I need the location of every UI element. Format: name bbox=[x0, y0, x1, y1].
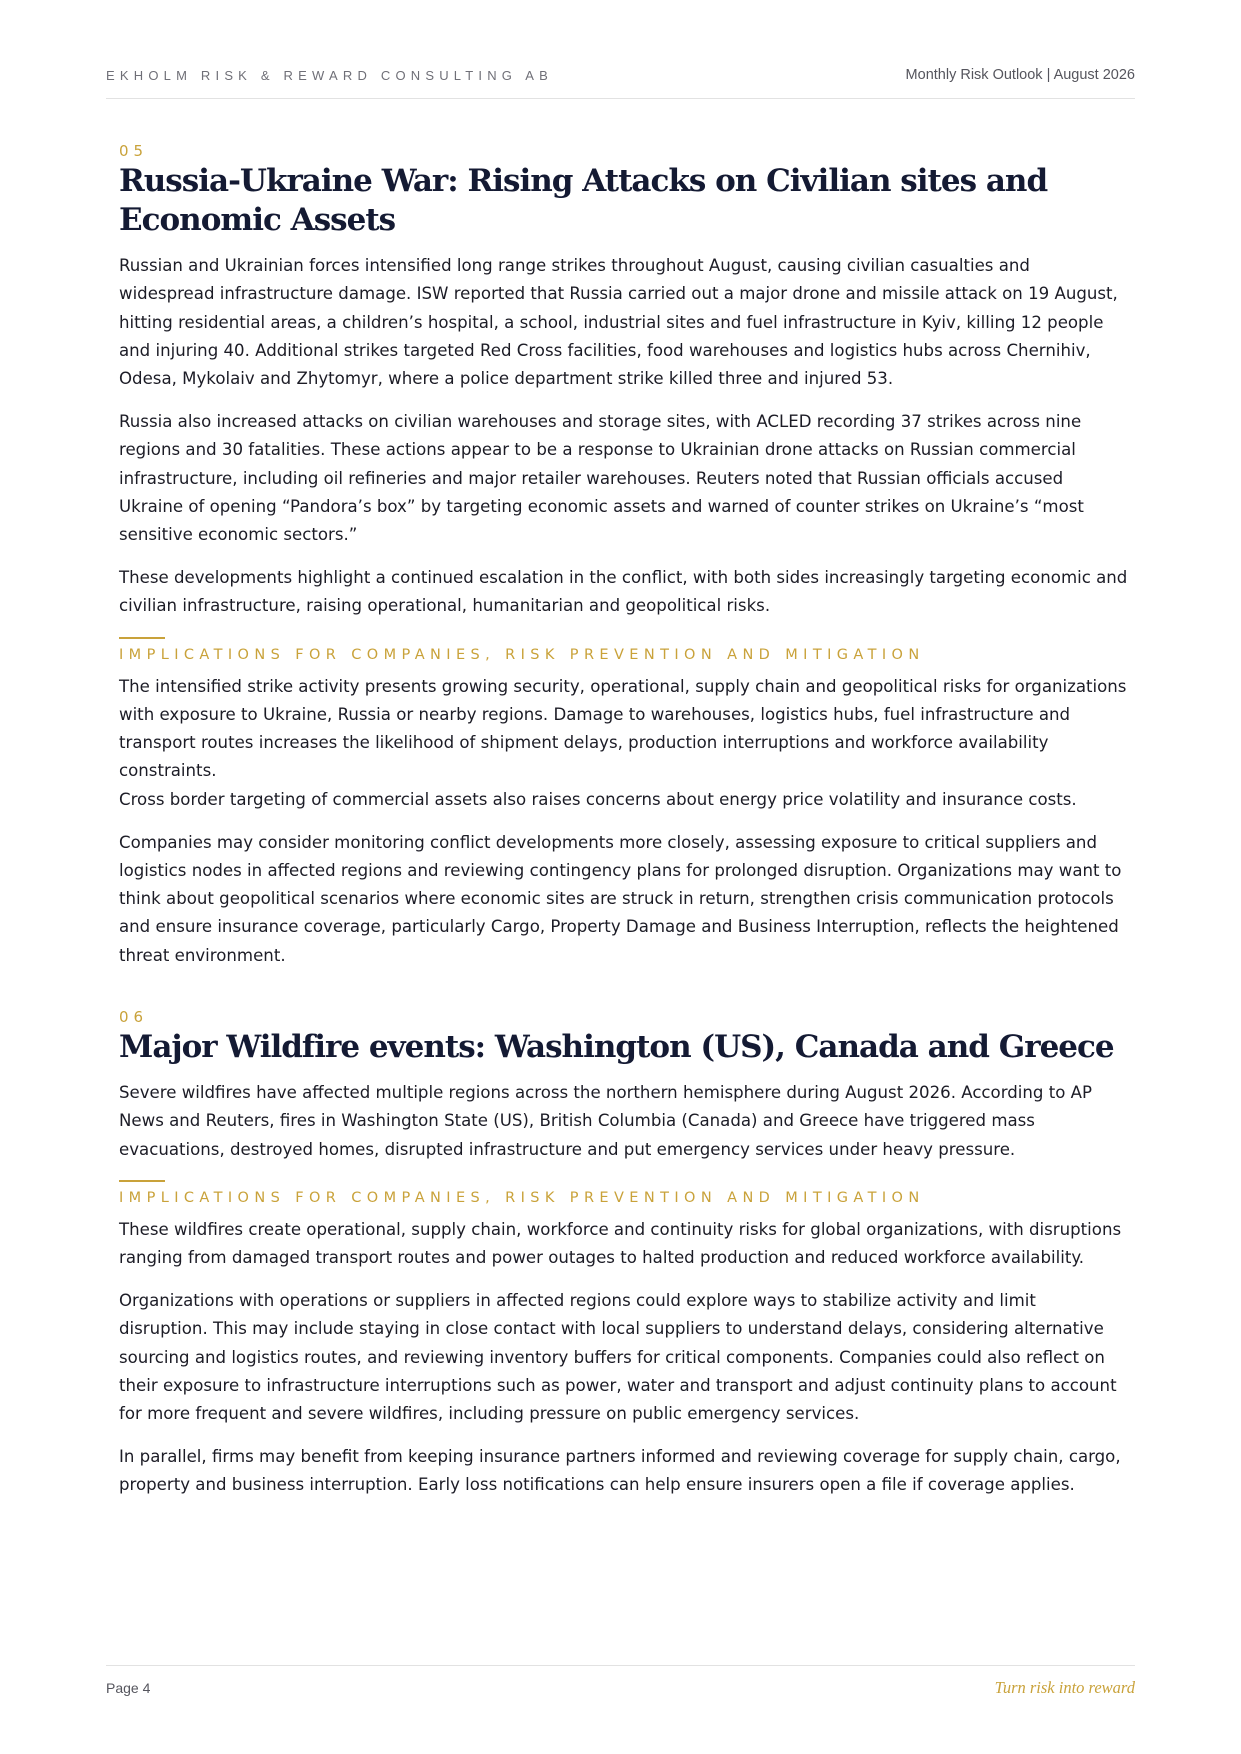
body-paragraph: Russia also increased attacks on civilian warehouses and storage sites, with ACLED recording 37 strikes across nine regions and 30 fatalities. These actions appear to be a response to Ukrainian drone attacks on Russian commercial infrastructure, including oil refineries and major retailer warehouses. Reuters noted that Russian officials accused Ukraine of opening “Pandora’s box” by targeting economic assets and warned of counter strikes on Ukraine’s “most sensitive economic sectors.” bbox=[119, 411, 1084, 545]
section-number: 06 bbox=[119, 1008, 149, 1027]
company-name: EKHOLM RISK & REWARD CONSULTING AB bbox=[106, 68, 553, 83]
body-paragraph: Russian and Ukrainian forces intensified long range strikes throughout August, causing civilian casualties and widespread infrastructure damage. ISW reported that Russia carried out a major drone and missile attack on 19 August, hitting residential areas, a children’s hospital, a school, industrial sites and fuel infrastructure in Kyiv, killing 12 people and injuring 40. Additional strikes targeted Red Cross facilities, food warehouses and logistics hubs across Chernihiv, Odesa, Mykolaiv and Zhytomyr, where a police department strike killed three and injured 53. bbox=[119, 256, 1118, 389]
report-title: Monthly Risk Outlook | August 2026 bbox=[905, 67, 1135, 83]
page-footer bbox=[106, 1665, 1135, 1706]
accent-divider bbox=[119, 637, 165, 639]
implications-paragraph: Organizations with operations or suppliers in affected regions could explore ways to stabilize activity and limit disruption. This may include staying in close contact with local suppliers to understand delays, considering alternative sourcing and logistics routes, and reviewing inventory buffers for critical components. Companies could also reflect on their exposure to infrastructure interruptions such as power, water and transport and adjust continuity plans to account for more frequent and severe wildfires, including pressure on public emergency services. bbox=[119, 1291, 1117, 1424]
implications-heading: IMPLICATIONS FOR COMPANIES, RISK PREVENTION AND MITIGATION bbox=[119, 1189, 925, 1206]
section-title: Major Wildfire events: Washington (US), Canada and Greece bbox=[119, 1029, 1114, 1066]
section-title: Russia-Ukraine War: Rising Attacks on Civilian sites and Economic Assets bbox=[119, 163, 1048, 238]
implications-paragraph: Companies may consider monitoring conflict developments more closely, assessing exposure to critical suppliers and logistics nodes in affected regions and reviewing contingency plans for prolonged disruption. Organizations may want to think about geopolitical scenarios where economic sites are struck in return, strengthen crisis communication protocols and ensure insurance coverage, particularly Cargo, Property Damage and Business Interruption, reflects the heightened threat environment. bbox=[119, 832, 1122, 965]
implications-paragraph: These wildfires create operational, supply chain, workforce and continuity risks for global organizations, with disruptions ranging from damaged transport routes and power outages to halted production and reduced workforce availability. bbox=[119, 1219, 1122, 1268]
body-paragraph: Severe wildfires have affected multiple regions across the northern hemisphere during August 2026. According to AP News and Reuters, fires in Washington State (US), British Columbia (Canada) and Greece have triggered mass evacuations, destroyed homes, disrupted infrastructure and put emergency services under heavy pressure. bbox=[119, 1083, 1093, 1159]
page-number: Page 4 bbox=[106, 1680, 151, 1696]
body-paragraph: These developments highlight a continued escalation in the conflict, with both sides increasingly targeting economic and civilian infrastructure, raising operational, humanitarian and geopolitical risks. bbox=[119, 567, 1128, 616]
section-wildfires bbox=[119, 1008, 1129, 1500]
implications-paragraph: Cross border targeting of commercial assets also raises concerns about energy price volatility and insurance costs. bbox=[119, 789, 1077, 809]
implications-paragraph: In parallel, firms may benefit from keeping insurance partners informed and reviewing coverage for supply chain, cargo, property and business interruption. Early loss notifications can help ensure insurers open a file if coverage applies. bbox=[119, 1447, 1121, 1495]
section-russia-ukraine bbox=[119, 142, 1129, 970]
page-header bbox=[106, 68, 1135, 99]
section-number: 05 bbox=[119, 142, 149, 160]
tagline: Turn risk into reward bbox=[994, 1678, 1135, 1697]
accent-divider bbox=[119, 1180, 165, 1182]
implications-heading: IMPLICATIONS FOR COMPANIES, RISK PREVENTION AND MITIGATION bbox=[119, 646, 925, 663]
implications-paragraph: The intensified strike activity presents growing security, operational, supply chain and geopolitical risks for organizations with exposure to Ukraine, Russia or nearby regions. Damage to warehouses, logistics hubs, fuel infrastructure and transport routes increases the likelihood of shipment delays, production interruptions and workforce availability constraints. bbox=[119, 676, 1127, 781]
page-content bbox=[119, 142, 1129, 1514]
